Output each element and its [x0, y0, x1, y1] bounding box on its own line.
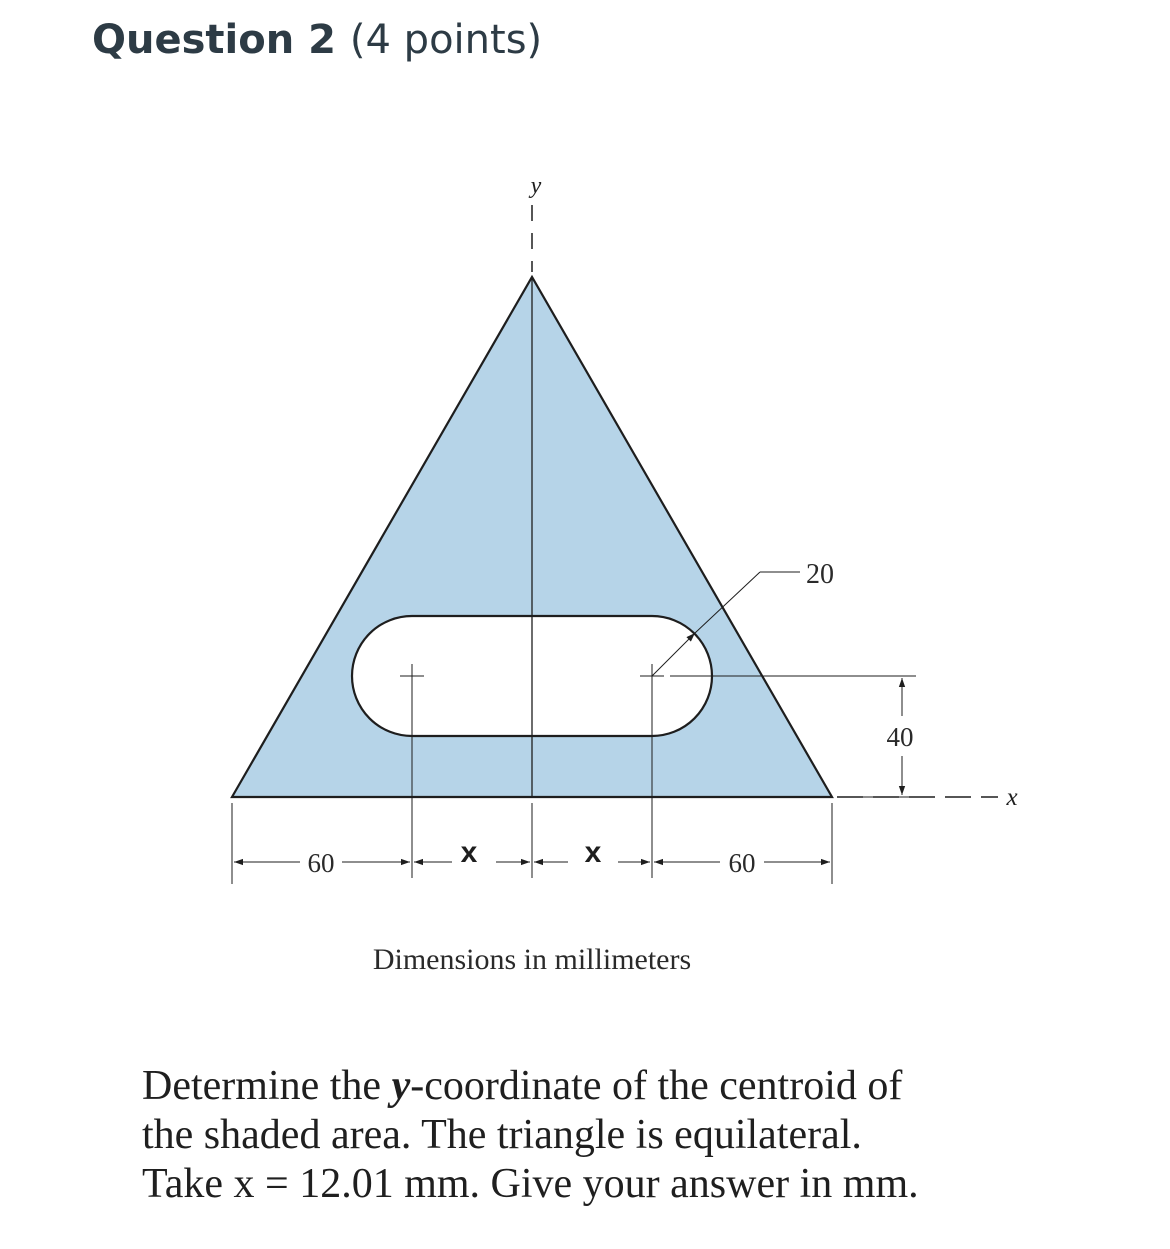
question-prompt — [142, 1062, 1152, 1209]
figure-caption: Dimensions in millimeters — [372, 943, 692, 976]
dimension-label-right-60: 60 — [728, 848, 756, 878]
prompt-line-1-after: -coordinate of the centroid of — [410, 1063, 903, 1109]
prompt-line-2: the shaded area. The triangle is equilateral. — [142, 1112, 862, 1158]
prompt-line-1-before: Determine the — [142, 1063, 392, 1109]
question-points: (4 points) — [349, 17, 543, 63]
y-axis-label: y — [530, 173, 542, 199]
prompt-variable-y: y — [391, 1063, 411, 1109]
radius-leader — [652, 633, 695, 676]
dimension-label-x-left: x — [460, 836, 478, 869]
radius-label: 20 — [806, 559, 834, 590]
dimension-label-left-60: 60 — [307, 848, 335, 878]
dimension-label-x-right: x — [584, 836, 602, 869]
prompt-line-1 — [142, 1062, 1152, 1111]
x-axis-label: x — [1006, 784, 1018, 811]
question-title: Question 2 — [92, 17, 336, 63]
height-label: 40 — [886, 722, 914, 752]
prompt-line-3: Take x = 12.01 mm. Give your answer in mm. — [142, 1161, 919, 1207]
